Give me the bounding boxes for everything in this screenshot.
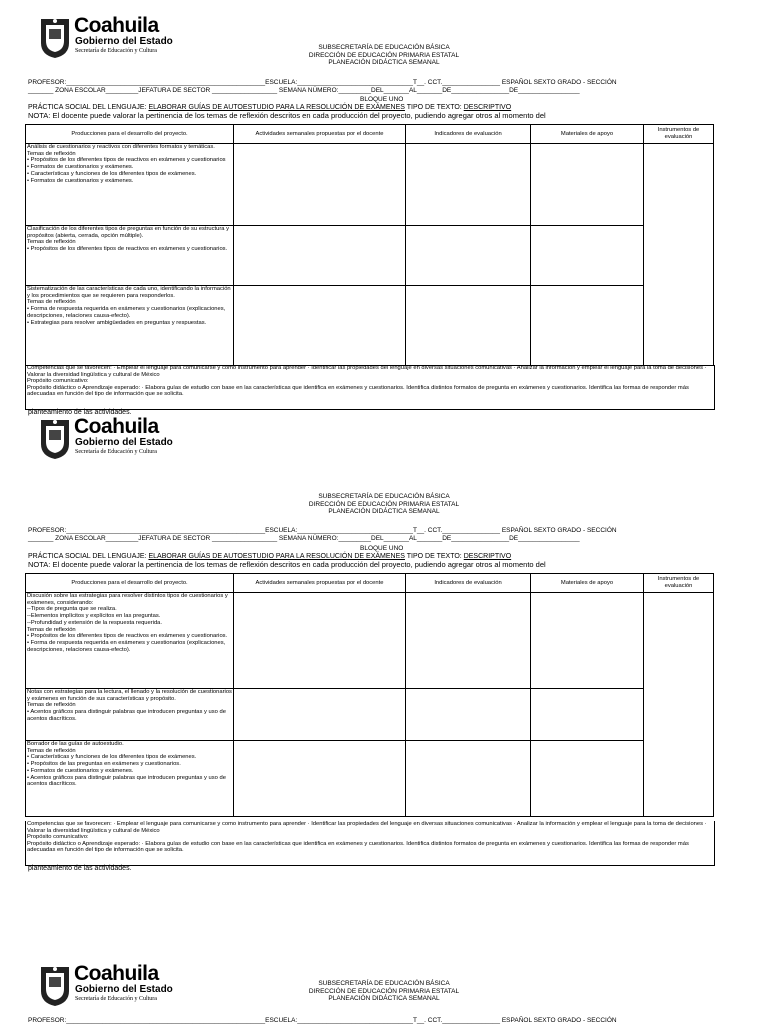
- col-indicadores: Indicadores de evaluación: [406, 125, 531, 144]
- heading-direccion: DIRECCIÓN DE EDUCACIÓN PRIMARIA ESTATAL: [308, 51, 460, 59]
- col-instrumentos: Instrumentos de evaluación: [644, 574, 714, 593]
- logo-secretariat: Secretaría de Educación y Cultura: [75, 996, 157, 1002]
- planteamiento-text: planteamiento de las actividades.: [28, 409, 132, 416]
- practica-value: ELABORAR GUÍAS DE AUTOESTUDIO PARA LA RESOLUCIÓN DE EXÁMENES: [148, 104, 405, 111]
- col-producciones: Producciones para el desarrollo del proyecto.: [26, 574, 234, 593]
- nota-text: NOTA: El docente puede valorar la pertinencia de los temas de reflexión descritos en cada producción del proyecto, pudiendo agregar otros al momento del: [28, 111, 546, 120]
- logo-government: Gobierno del Estado: [75, 36, 173, 47]
- heading-direccion: DIRECCIÓN DE EDUCACIÓN PRIMARIA ESTATAL: [308, 987, 460, 995]
- competencias-text: Competencias que se favorecen: · Emplear el lenguaje para comunicarse y como instrumento para aprender · Identificar las propiedades del lenguaje en diversas situaciones comunicativas · Analizar la información y emplear el lenguaje para la toma de decisiones · Valorar la diversidad lingüística y cultural de México: [27, 821, 707, 834]
- form-line-profesor: PROFESOR:_______________________________________________________ESCUELA:________________________________T__. CCT.________________ ESPAÑOL SEXTO GRADO - SECCIÓN: [28, 79, 617, 86]
- logo-government: Gobierno del Estado: [75, 984, 173, 995]
- col-actividades: Actividades semanales propuestas por el docente: [234, 574, 406, 593]
- planteamiento-text: planteamiento de las actividades.: [28, 865, 132, 872]
- heading-direccion: DIRECCIÓN DE EDUCACIÓN PRIMARIA ESTATAL: [308, 500, 460, 508]
- logo-brand: Coahuila: [74, 962, 159, 985]
- production-cell: Notas con estrategias para la lectura, el llenado y la resolución de cuestionarios y exámenes en función de sus características y propósito. Temas de reflexión • Acentos gráficos para distinguir palabras que introducen preguntas y uso de acentos diacríticos.: [26, 689, 234, 741]
- logo-secretariat: Secretaría de Educación y Cultura: [75, 449, 157, 455]
- practica-label: PRÁCTICA SOCIAL DEL LENGUAJE:: [28, 553, 149, 560]
- heading-planeacion: PLANEACIÓN DIDÁCTICA SEMANAL: [328, 59, 440, 66]
- tipo-label: TIPO DE TEXTO:: [404, 104, 464, 111]
- form-line-zona: _______ ZONA ESCOLAR_________JEFATURA DE SECTOR __________________ SEMANA NÚMERO:_________DEL_______AL_______DE________________DE_________________: [28, 87, 580, 94]
- heading-planeacion: PLANEACIÓN DIDÁCTICA SEMANAL: [328, 508, 440, 515]
- heading-subsecretaria: SUBSECRETARÍA DE EDUCACIÓN BÁSICA: [318, 493, 450, 500]
- document-headings: [0, 980, 768, 1003]
- heading-subsecretaria: SUBSECRETARÍA DE EDUCACIÓN BÁSICA: [318, 44, 450, 51]
- proposito-text: Propósito didáctico o Aprendizaje esperado: · Elabora guías de estudio con base en las características que identifica en exámenes y cuestionarios. Identifica distintos formatos de pregunta en exámenes y cuestionarios. Identifica las formas de responder más adecuadas en función del tipo de información que se solicita.: [27, 384, 689, 398]
- nota-text: NOTA: El docente puede valorar la pertinencia de los temas de reflexión descritos en cada producción del proyecto, pudiendo agregar otros al momento del: [28, 560, 546, 569]
- logo-secretariat: Secretaría de Educación y Cultura: [75, 48, 157, 54]
- logo-brand: Coahuila: [74, 14, 159, 37]
- bloque-label: BLOQUE UNO: [360, 96, 404, 103]
- col-producciones: Producciones para el desarrollo del proyecto.: [26, 125, 234, 144]
- form-line-profesor: PROFESOR:_______________________________________________________ESCUELA:________________________________T__. CCT.________________ ESPAÑOL SEXTO GRADO - SECCIÓN: [28, 527, 617, 534]
- tipo-value: DESCRIPTIVO: [463, 104, 512, 111]
- heading-subsecretaria: SUBSECRETARÍA DE EDUCACIÓN BÁSICA: [318, 980, 450, 987]
- production-cell: Clasificación de los diferentes tipos de preguntas en función de su estructura y propósitos (abierta, cerrada, opción múltiple). Temas de reflexión • Propósitos de los diferentes tipos de reactivos en exámenes y cuestionarios.: [26, 226, 234, 286]
- production-cell: Borrador de las guías de autoestudio. Temas de reflexión • Características y funciones de los diferentes tipos de exámenes. • Propósitos de las preguntas en exámenes y cuestionarios. • Formatos de cuestionarios y exámenes. • Acentos gráficos para distinguir palabras que introducen preguntas y uso de acentos diacríticos.: [26, 741, 234, 817]
- form-line-profesor: PROFESOR:_______________________________________________________ESCUELA:________________________________T__. CCT.________________ ESPAÑOL SEXTO GRADO - SECCIÓN: [28, 1017, 617, 1024]
- heading-planeacion: PLANEACIÓN DIDÁCTICA SEMANAL: [328, 995, 440, 1002]
- practica-value: ELABORAR GUÍAS DE AUTOESTUDIO PARA LA RESOLUCIÓN DE EXÁMENES: [148, 553, 405, 560]
- logo-brand: Coahuila: [74, 415, 159, 438]
- col-materiales: Materiales de apoyo: [531, 574, 644, 593]
- col-indicadores: Indicadores de evaluación: [406, 574, 531, 593]
- col-actividades: Actividades semanales propuestas por el docente: [234, 125, 406, 144]
- practica-label: PRÁCTICA SOCIAL DEL LENGUAJE:: [28, 104, 149, 111]
- production-cell: Análisis de cuestionarios y reactivos con diferentes formatos y temáticas. Temas de reflexión • Propósitos de los diferentes tipos de reactivos en exámenes y cuestionarios • Formatos de cuestionarios y exámenes. • Características y funciones de los diferentes tipos de exámenes. • Formatos de cuestionarios y exámenes.: [26, 144, 234, 226]
- logo-government: Gobierno del Estado: [75, 437, 173, 448]
- competencias-text: Competencias que se favorecen: · Emplear el lenguaje para comunicarse y como instrumento para aprender · Identificar las propiedades del lenguaje en diversas situaciones comunicativas · Analizar la información y emplear el lenguaje para la toma de decisiones · Valorar la diversidad lingüística y cultural de México: [27, 365, 707, 378]
- production-cell: Sistematización de las características de cada uno, identificando la información y los procedimientos que se requieren para responderlos. Temas de reflexión • Forma de respuesta requerida en exámenes y cuestionarios (explicaciones, descripciones, relaciones causa-efecto). • Estrategias para resolver ambigüedades en preguntas y respuestas.: [26, 286, 234, 366]
- proposito-label: Propósito comunicativo:: [27, 378, 89, 385]
- tipo-label: TIPO DE TEXTO:: [404, 553, 464, 560]
- proposito-label: Propósito comunicativo:: [27, 834, 89, 841]
- proposito-text: Propósito didáctico o Aprendizaje esperado: · Elabora guías de estudio con base en las características que identifica en exámenes y cuestionarios. Identifica distintos formatos de pregunta en exámenes y cuestionarios. Identifica las formas de responder más adecuadas en función del tipo de información que se solicita.: [27, 840, 689, 854]
- production-cell: Discusión sobre las estrategias para resolver distintos tipos de cuestionarios y exámenes, considerando: --Tipos de pregunta que se realiza. --Elementos implícitos y explícitos en las preguntas. --Profundidad y extensión de la respuesta requerida. Temas de reflexión • Propósitos de los diferentes tipos de reactivos en exámenes y cuestionarios. • Forma de respuesta requerida en exámenes y cuestionarios (explicaciones, descripciones, relaciones causa-efecto).: [26, 593, 234, 689]
- tipo-value: DESCRIPTIVO: [463, 553, 512, 560]
- bloque-label: BLOQUE UNO: [360, 545, 404, 552]
- col-instrumentos: Instrumentos de evaluación: [644, 125, 714, 144]
- col-materiales: Materiales de apoyo: [531, 125, 644, 144]
- form-line-zona: _______ ZONA ESCOLAR_________JEFATURA DE SECTOR __________________ SEMANA NÚMERO:_________DEL_______AL_______DE________________DE_________________: [28, 535, 580, 542]
